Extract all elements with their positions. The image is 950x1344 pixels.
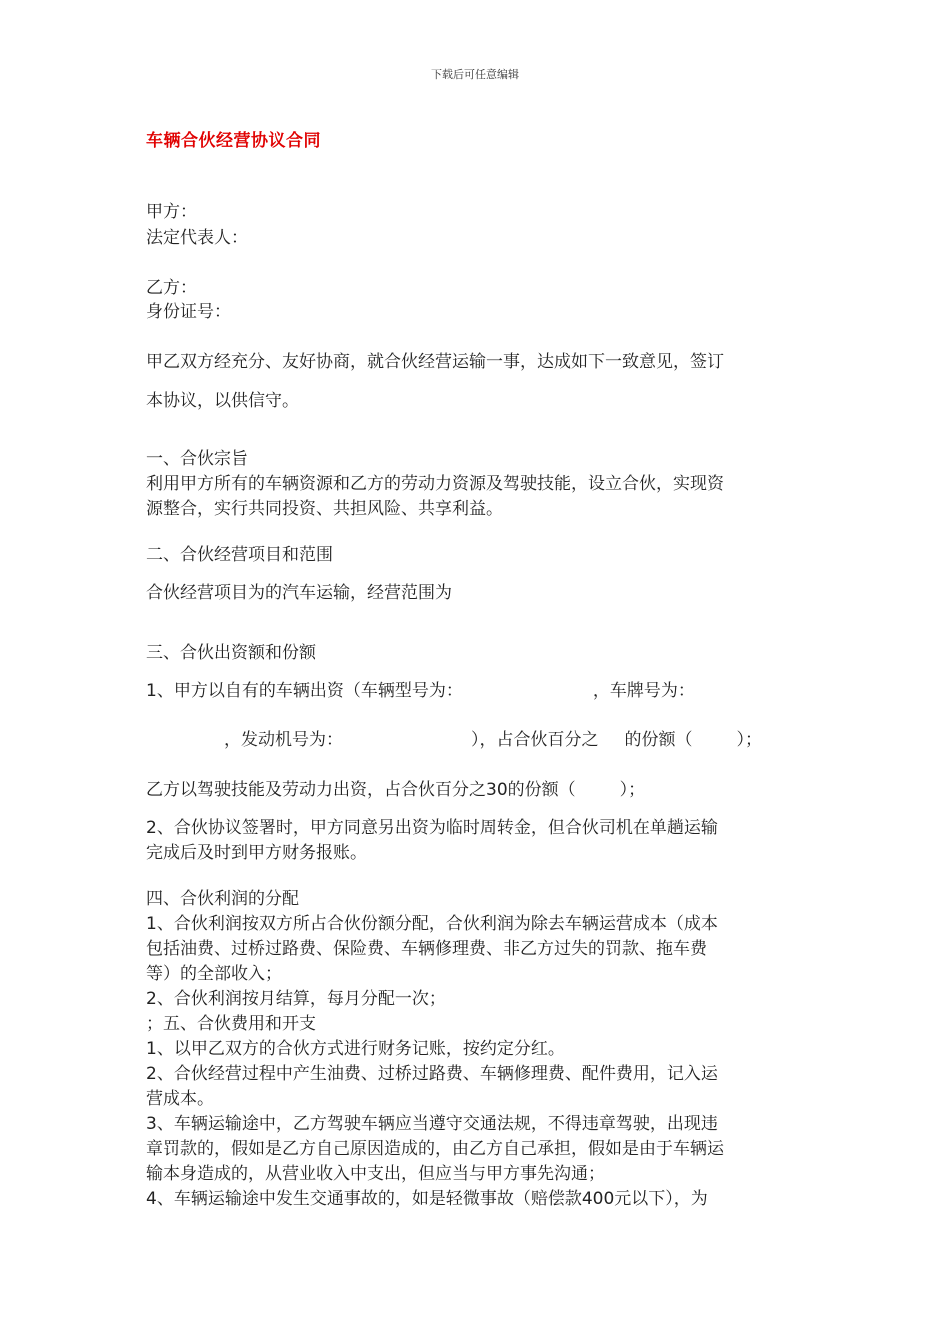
section-2-title: 二、合伙经营项目和范围	[146, 545, 333, 565]
party-b-contribution-text: 乙方以驾驶技能及劳动力出资，占合伙百分之30的份额（	[146, 780, 576, 800]
plate-number-text: ，车牌号为：	[592, 681, 695, 701]
section-5-item-3-line-3: 输本身造成的，从营业收入中支出，但应当与甲方事先沟通；	[146, 1164, 605, 1184]
share-percent-text: ），占合伙百分之	[471, 730, 599, 750]
section-4-item-1-line-3: 等）的全部收入；	[146, 964, 282, 984]
vehicle-model-text: 1、甲方以自有的车辆出资（车辆型号为：	[146, 681, 463, 701]
section-3-item-2-line-2: 完成后及时到甲方财务报账。	[146, 843, 367, 863]
page-header-note: 下载后可任意编辑	[431, 68, 519, 81]
party-b-share-close: ）；	[619, 780, 646, 800]
section-3-title: 三、合伙出资额和份额	[146, 643, 316, 663]
section-5-item-3-line-2: 章罚款的，假如是乙方自己原因造成的，由乙方自己承担，假如是由于车辆运	[146, 1139, 724, 1159]
section-4-title: 四、合伙利润的分配	[146, 889, 299, 909]
section-1-title: 一、合伙宗旨	[146, 449, 248, 469]
document-title: 车辆合伙经营协议合同	[146, 131, 321, 151]
section-4-item-1-line-2: 包括油费、过桥过路费、保险费、车辆修理费、非乙方过失的罚款、拖车费	[146, 939, 707, 959]
section-3-item-1-line-1	[146, 679, 695, 703]
party-b-contribution-line	[146, 778, 645, 802]
engine-number-text: ，发动机号为：	[224, 730, 343, 750]
section-5-item-4-line-1: 4、车辆运输途中发生交通事故的，如是轻微事故（赔偿款400元以下），为	[146, 1189, 708, 1209]
intro-line-2: 本协议，以供信守。	[146, 391, 299, 411]
id-number-label: 身份证号：	[146, 302, 231, 322]
section-5-item-1: 1、以甲乙双方的合伙方式进行财务记账，按约定分红。	[146, 1039, 565, 1059]
section-3-item-2-line-1: 2、合伙协议签署时，甲方同意另出资为临时周转金，但合伙司机在单趟运输	[146, 818, 718, 838]
intro-line-1: 甲乙双方经充分、友好协商，就合伙经营运输一事，达成如下一致意见，签订	[146, 352, 724, 372]
legal-rep-label: 法定代表人：	[146, 228, 248, 248]
party-b-label: 乙方：	[146, 278, 197, 298]
section-5-item-3-line-1: 3、车辆运输途中，乙方驾驶车辆应当遵守交通法规，不得违章驾驶，出现违	[146, 1114, 718, 1134]
share-close-text: ）；	[736, 730, 762, 750]
section-5-item-2-line-1: 2、合伙经营过程中产生油费、过桥过路费、车辆修理费、配件费用，记入运	[146, 1064, 718, 1084]
section-1-para-line-2: 源整合，实行共同投资、共担风险、共享利益。	[146, 499, 503, 519]
section-5-item-2-line-2: 营成本。	[146, 1089, 214, 1109]
share-text: 的份额（	[624, 730, 693, 750]
party-a-label: 甲方：	[146, 202, 197, 222]
section-5-title: ；五、合伙费用和开支	[146, 1014, 316, 1034]
section-3-item-1-line-2	[146, 728, 762, 752]
section-1-para-line-1: 利用甲方所有的车辆资源和乙方的劳动力资源及驾驶技能，设立合伙，实现资	[146, 474, 724, 494]
section-4-item-2: 2、合伙利润按月结算，每月分配一次；	[146, 989, 446, 1009]
section-2-para: 合伙经营项目为的汽车运输，经营范围为	[146, 583, 452, 603]
section-4-item-1-line-1: 1、合伙利润按双方所占合伙份额分配，合伙利润为除去车辆运营成本（成本	[146, 914, 718, 934]
